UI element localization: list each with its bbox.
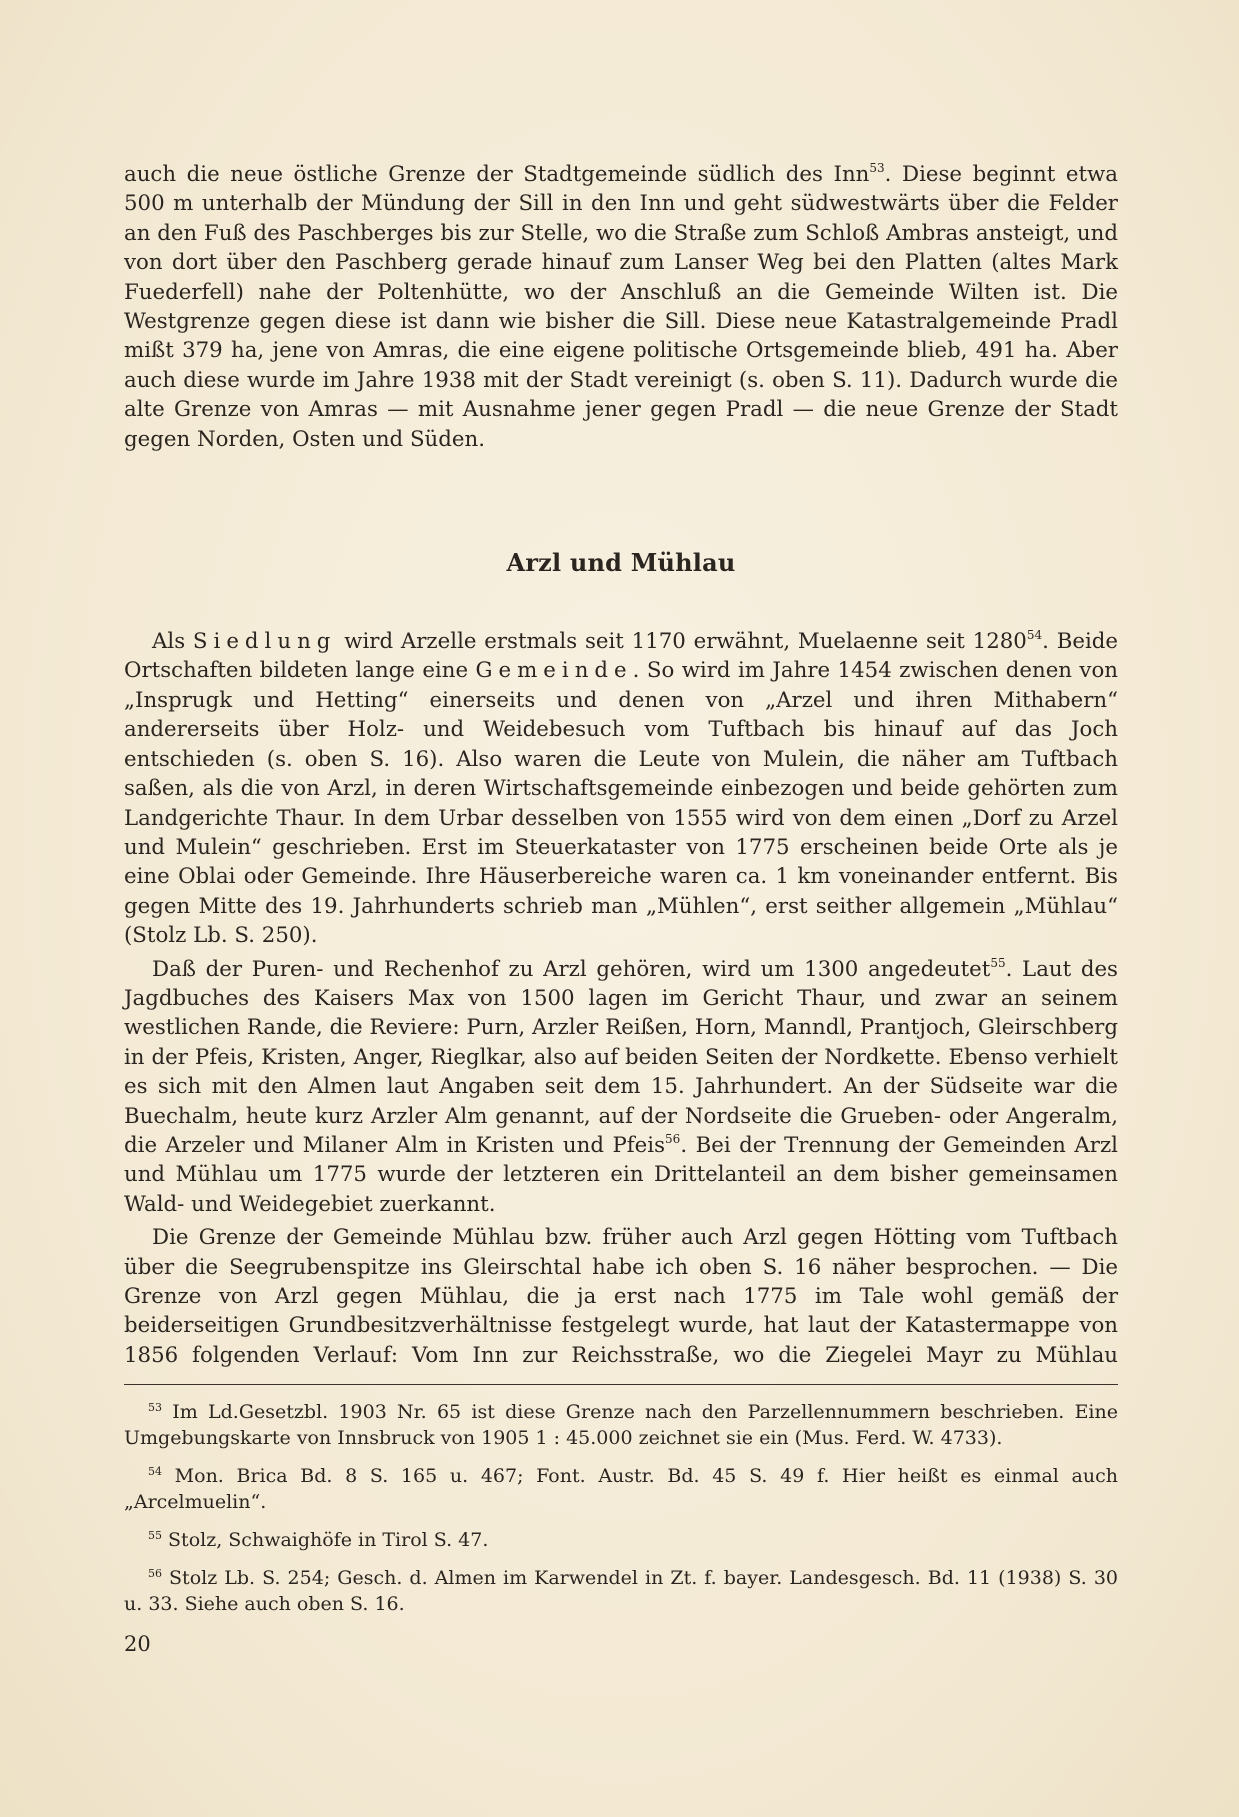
text: . Bei der Trennung der Gemeinden Arzl und Mühlau um 1775 wurde der letzteren ein Drittelanteil an dem bisher gemeinsamen Wald- und Weidegebiet zuerkannt. bbox=[124, 1132, 1118, 1217]
footnote-divider bbox=[124, 1384, 1118, 1385]
footnote-number: 54 bbox=[148, 1465, 162, 1479]
footnote-number: 53 bbox=[148, 1401, 162, 1415]
emphasis-gemeinde: Gemeinde bbox=[475, 658, 633, 684]
footnote-text: Im Ld.Gesetzbl. 1903 Nr. 65 ist diese Grenze nach den Parzellennummern beschrieben. Eine Umgebungskarte von Innsbruck von 1905 1 : 45.000 zeichnet sie ein (Mus. Ferd. W. 4733). bbox=[124, 1401, 1118, 1450]
footnote-54 bbox=[124, 1463, 1118, 1515]
paragraph-settlement bbox=[124, 627, 1118, 950]
text: wird Arzelle erstmals seit 1170 erwähnt, Muelaenne seit 1280 bbox=[336, 629, 1027, 655]
paragraph-boundary-muehlau: Die Grenze der Gemeinde Mühlau bzw. früher auch Arzl gegen Hötting vom Tuftbach über die Seegrubenspitze ins Gleirschtal habe ich oben S. 16 näher besprochen. — Die Grenze von Arzl gegen Mühlau, die ja erst nach 1775 im Tale wohl gemäß der beiderseitigen Grundbesitzverhältnisse festgelegt wurde, hat laut der Katastermappe von 1856 folgenden Verlauf: Vom Inn zur Reichsstraße, wo die Ziegelei Mayr zu Mühlau bbox=[124, 1225, 1118, 1368]
paragraph-hunting-book bbox=[124, 955, 1118, 1220]
footnote-number: 56 bbox=[148, 1567, 162, 1581]
footnote-number: 55 bbox=[148, 1529, 162, 1543]
emphasis-siedlung: Siedlung bbox=[192, 629, 337, 655]
page-number: 20 bbox=[124, 1632, 151, 1656]
footnote-ref-54[interactable]: 54 bbox=[1026, 628, 1043, 643]
text: . Beide Ortschaften bildeten lange eine bbox=[124, 629, 1119, 684]
footnote-text: Stolz, Schwaighöfe in Tirol S. 47. bbox=[162, 1529, 489, 1552]
footnote-ref-53[interactable]: 53 bbox=[869, 161, 885, 175]
footnotes bbox=[124, 1399, 1118, 1617]
text: . Diese beginnt etwa 500 m unterhalb der Mündung der Sill in den Inn und geht südwestwärts über die Felder an den Fuß des Paschberges bis zur Stelle, wo die Straße zum Schloß Ambras ansteigt, und von dort über den Paschberg gerade hinauf zum Lanser Weg bei den Platten (altes Mark Fuederfell) nahe der Poltenhütte, wo der Anschluß an die Gemeinde Wilten ist. Die Westgrenze gegen diese ist dann wie bisher die Sill. Diese neue Katastralgemeinde Pradl mißt 379 ha, jene von Amras, die eine eigene politische Ortsgemeinde blieb, 491 ha. Aber auch diese wurde im Jahre 1938 mit der Stadt vereinigt (s. oben S. 11). Dadurch wurde die alte Grenze von Amras — mit Ausnahme jener gegen Pradl — die neue Grenze der Stadt gegen Norden, Osten und Süden. bbox=[124, 162, 1118, 452]
page-body bbox=[124, 160, 1118, 1629]
text: auch die neue östliche Grenze der Stadtgemeinde südlich des Inn bbox=[124, 162, 870, 187]
text: Daß der Puren- und Rechenhof zu Arzl gehören, wird um 1300 angedeutet bbox=[152, 956, 991, 982]
footnote-text: Stolz Lb. S. 254; Gesch. d. Almen im Karwendel in Zt. f. bayer. Landesgesch. Bd. 11 (1938) S. 30 u. 33. Siehe auch oben S. 16. bbox=[124, 1567, 1118, 1616]
paragraph-pradl-boundary bbox=[124, 160, 1118, 454]
text: . Laut des Jagdbuches des Kaisers Max von 1500 lagen im Gericht Thaur, und zwar an seinem westlichen Rande, die Reviere: Purn, Arzler Reißen, Horn, Manndl, Prantjoch, Gleirschberg in der Pfeis, Kristen, Anger, Rieglkar, also auf beiden Seiten der Nordkette. Ebenso verhielt es sich mit den Almen laut Angaben seit dem 15. Jahrhundert. An der Südseite war die Buechalm, heute kurz Arzler Alm genannt, auf der Nordseite die Grueben- oder Angeralm, die Arzeler und Milaner Alm in Kristen und Pfeis bbox=[124, 956, 1118, 1158]
text: Als bbox=[152, 629, 193, 655]
footnote-text: Mon. Brica Bd. 8 S. 165 u. 467; Font. Austr. Bd. 45 S. 49 f. Hier heißt es einmal auch „Arcelmuelin“. bbox=[124, 1465, 1118, 1514]
footnote-ref-55[interactable]: 55 bbox=[990, 955, 1006, 970]
section-heading: Arzl und Mühlau bbox=[506, 548, 736, 578]
text: . So wird im Jahre 1454 zwischen denen von „Insprugk und Hetting“ einerseits und denen von „Arzel und ihren Mithabern“ andererseits über Holz- und Weidebesuch vom Tuftbach bis hinauf auf das Joch entschieden (s. oben S. 16). Also waren die Leute von Mulein, die näher am Tuftbach saßen, als die von Arzl, in deren Wirtschaftsgemeinde einbezogen und beide gehörten zum Landgerichte Thaur. In dem Urbar desselben von 1555 wird von dem einen „Dorf zu Arzel und Mulein“ geschrieben. Erst im Steuerkataster von 1775 erscheinen beide Orte als je eine Oblai oder Gemeinde. Ihre Häuserbereiche waren ca. 1 km voneinander entfernt. Bis gegen Mitte des 19. Jahrhunderts schrieb man „Mühlen“, erst seither allgemein „Mühlau“ (Stolz Lb. S. 250). bbox=[124, 658, 1118, 949]
footnote-56 bbox=[124, 1565, 1118, 1617]
footnote-53 bbox=[124, 1399, 1118, 1451]
footnote-ref-56[interactable]: 56 bbox=[665, 1131, 681, 1146]
footnote-55 bbox=[124, 1527, 1118, 1553]
